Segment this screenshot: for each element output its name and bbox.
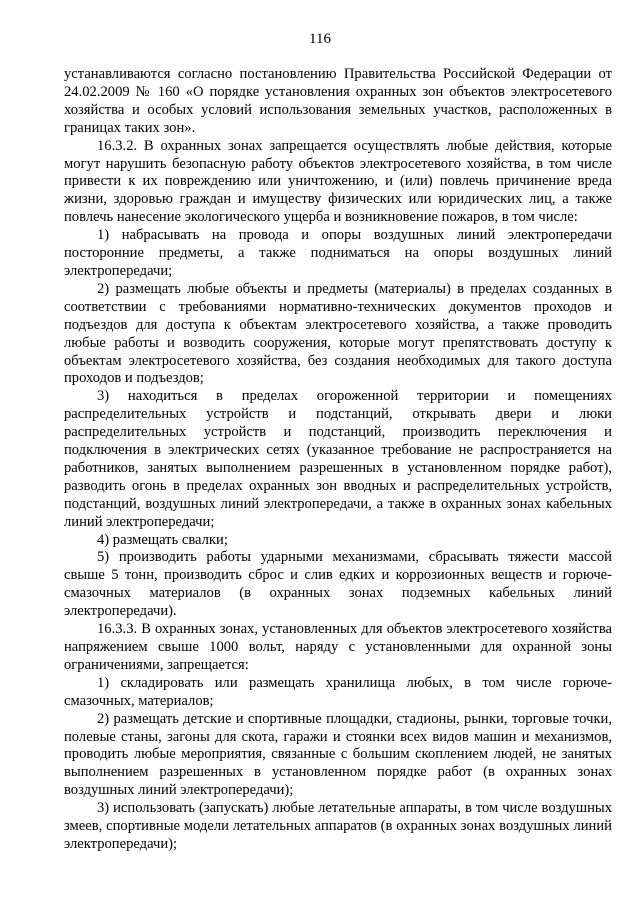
document-body	[64, 66, 612, 854]
paragraph-16-3-2: 16.3.2. В охранных зонах запрещается осуществлять любые действия, которые могут нарушить безопасную работу объектов электросетевого хозяйства, в том числе привести к их повреждению или уничтожению, и (или) повлечь причинение вреда жизни, здоровью граждан и имуществу физических или юридических лиц, а также повлечь нанесение экологического ущерба и возникновение пожаров, в том числе:	[64, 137, 612, 226]
list-item-1: 1) набрасывать на провода и опоры воздушных линий электропередачи посторонние предметы, а также подниматься на опоры воздушных линий электропередачи;	[64, 227, 612, 279]
paragraph-continuation: устанавливаются согласно постановлению Правительства Российской Федерации от 24.02.2009 № 160 «О порядке установления охранных зон объектов электросетевого хозяйства и особых условий использования земельных участков, расположенных в границах таких зон».	[64, 66, 612, 136]
list-item-5: 5) производить работы ударными механизмами, сбрасывать тяжести массой свыше 5 тонн, производить сброс и слив едких и коррозионных веществ и горюче-смазочных материалов (в охранных зонах подземных кабельных линий электропередачи).	[64, 549, 612, 620]
list-item-4: 4) размещать свалки;	[97, 531, 228, 548]
page-number: 116	[309, 31, 331, 47]
paragraph-16-3-3: 16.3.3. В охранных зонах, установленных для объектов электросетевого хозяйства напряжением свыше 1000 вольт, наряду с установленными для охранной зоны ограничениями, запрещается:	[64, 621, 612, 673]
list-item-2b: 2) размещать детские и спортивные площадки, стадионы, рынки, торговые точки, полевые станы, загоны для скота, гаражи и стоянки всех видов машин и механизмов, проводить любые мероприятия, связанные с большим скоплением людей, не занятых выполнением разрешенных в установленном порядке работ (в охранных зонах воздушных линий электропередачи);	[64, 710, 612, 799]
list-item-3b: 3) использовать (запускать) любые летательные аппараты, в том числе воздушных змеев, спортивные модели летательных аппаратов (в охранных зонах воздушных линий электропередачи);	[64, 800, 612, 852]
list-item-1b: 1) складировать или размещать хранилища любых, в том числе горюче-смазочных, материалов;	[64, 674, 612, 709]
list-item-3: 3) находиться в пределах огороженной территории и помещениях распределительных устройств и подстанций, открывать двери и люки распределительных устройств и подстанций, производить переключения и подключения в электрических сетях (указанное требование не распространяется на работников, занятых выполнением разрешенных в установленном порядке работ), разводить огонь в пределах охранных зон вводных и распределительных устройств, подстанций, воздушных линий электропередачи, а также в охранных зонах кабельных линий электропередачи;	[64, 388, 612, 530]
list-item-2: 2) размещать любые объекты и предметы (материалы) в пределах созданных в соответствии с требованиями нормативно-технических документов проходов и подъездов для доступа к объектам электросетевого хозяйства, а также проводить любые работы и возводить сооружения, которые могут препятствовать доступу к объектам электросетевого хозяйства, без создания необходимых для такого доступа проходов и подъездов;	[64, 280, 612, 387]
